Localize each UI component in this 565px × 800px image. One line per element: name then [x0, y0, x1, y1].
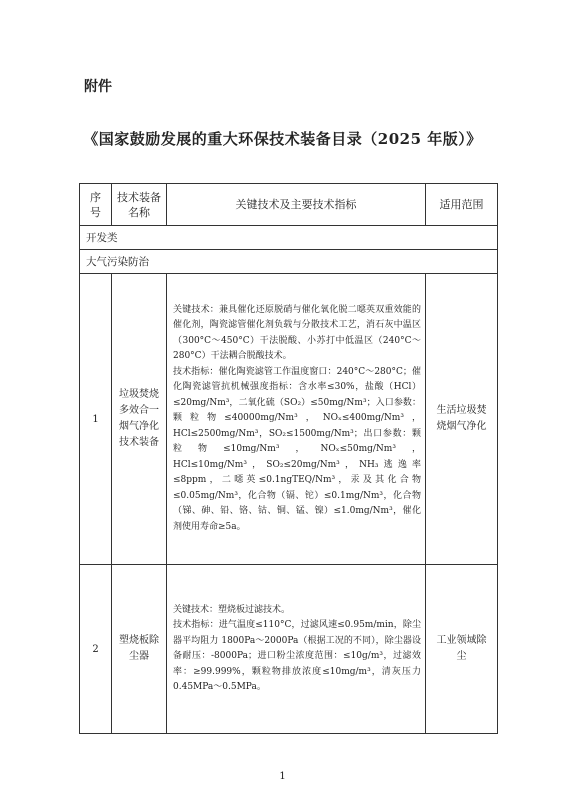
category-row [80, 226, 498, 250]
equipment-name: 垃圾焚烧多效合一烟气净化技术装备 [112, 274, 167, 565]
equipment-description [167, 565, 426, 734]
equipment-name: 塑烧板除尘器 [112, 565, 167, 734]
table-row [80, 274, 498, 565]
attachment-label: 附件 [84, 79, 112, 95]
key-technology-text: 关键技术：塑烧板过滤技术。 [173, 604, 291, 615]
document-title: 《国家鼓励发展的重大环保技术装备目录（2025 年版）》 [83, 130, 482, 148]
application-scope: 生活垃圾焚烧烟气净化 [426, 274, 498, 565]
category-label: 开发类 [80, 226, 498, 250]
table-header-row [80, 184, 498, 226]
page-number: 1 [279, 771, 286, 782]
equipment-description [167, 274, 426, 565]
equipment-catalog-table [79, 183, 498, 734]
key-technology-text: 关键技术：兼具催化还原脱硝与催化氧化脱二噁英双重效能的催化剂，陶瓷滤管催化剂负载与分散技术工艺，消石灰中温区（300°C～450°C）干法脱酸、小苏打中低温区（240°C～280°C）干法耦合脱酸技术。 [173, 304, 421, 362]
subcategory-row [80, 250, 498, 274]
technical-indicators-text: 技术指标：进气温度≤110°C，过滤风速≤0.95m/min，除尘器平均阻力 1800Pa～2000Pa（根据工况的不同），除尘器设备耐压：-8000Pa；进口粉尘浓度范围：≤10g/m³，过滤效率：≥99.999%，颗粒物排放浓度≤10mg/m³，清灰压力 0.45MPa～0.5MPa。 [173, 620, 421, 692]
technical-indicators-text: 技术指标：催化陶瓷滤管工作温度窗口：240°C～280°C；催化陶瓷滤管抗机械强度指标：含水率≤30%，盐酸（HCl）≤20mg/Nm³，二氧化硫（SO₂）≤50mg/Nm³；入口参数：颗粒物≤40000mg/Nm³，NOₓ≤400mg/Nm³，HCl≤2500mg/Nm³，SO₂≤1500mg/Nm³；出口参数：颗粒物≤10mg/Nm³，NOₓ≤50mg/Nm³，HCl≤10mg/Nm³，SO₂≤20mg/Nm³，NH₃逃逸率≤8ppm，二噁英≤0.1ngTEQ/Nm³，汞及其化合物≤0.05mg/Nm³，化合物（镉、铊）≤0.1mg/Nm³，化合物（锑、砷、铅、铬、钴、铜、锰、镍）≤1.0mg/Nm³，催化剂使用寿命≥5a。 [173, 366, 421, 532]
row-number: 1 [80, 274, 112, 565]
application-scope: 工业领域除尘 [426, 565, 498, 734]
table-row [80, 565, 498, 734]
row-number: 2 [80, 565, 112, 734]
header-desc: 关键技术及主要技术指标 [167, 184, 426, 226]
header-num: 序号 [80, 184, 112, 226]
header-name: 技术装备名称 [112, 184, 167, 226]
header-scope: 适用范围 [426, 184, 498, 226]
subcategory-label: 大气污染防治 [80, 250, 498, 274]
